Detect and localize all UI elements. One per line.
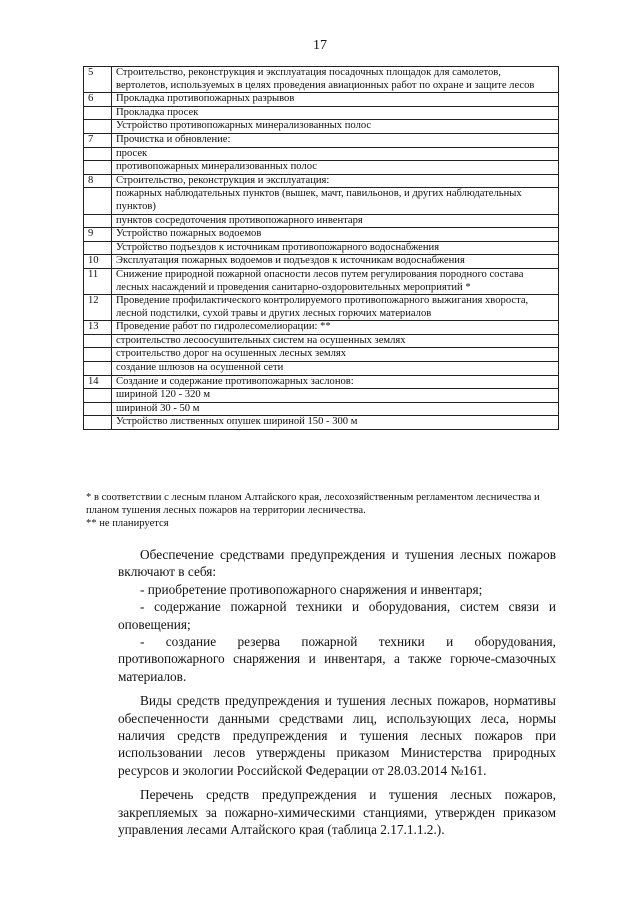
table-row bbox=[84, 133, 559, 147]
page-number: 17 bbox=[313, 38, 327, 53]
table-row bbox=[84, 375, 559, 389]
measure-cell: создание шлюзов на осушенной сети bbox=[112, 362, 559, 376]
table-row bbox=[84, 334, 559, 348]
list-item-create-reserve: - создание резерва пожарной техники и оборудования, противопожарного снаряжения и инвентаря, а также горюче-смазочных материалов. bbox=[118, 634, 556, 684]
row-number-cell bbox=[84, 402, 112, 416]
footnote-double-asterisk: ** не планируется bbox=[86, 518, 169, 529]
measure-cell: Устройство пожарных водоемов bbox=[112, 228, 559, 242]
body-text bbox=[118, 546, 556, 839]
row-number-cell bbox=[84, 161, 112, 175]
measure-cell: Создание и содержание противопожарных заслонов: bbox=[112, 375, 559, 389]
measure-cell: шириной 120 - 320 м bbox=[112, 389, 559, 403]
row-number-cell: 7 bbox=[84, 133, 112, 147]
table-row bbox=[84, 389, 559, 403]
row-number-cell bbox=[84, 334, 112, 348]
row-number-cell: 11 bbox=[84, 268, 112, 294]
table-row bbox=[84, 147, 559, 161]
row-number-cell bbox=[84, 214, 112, 228]
table-row bbox=[84, 362, 559, 376]
list-item-maintain-machinery: - содержание пожарной техники и оборудования, систем связи и оповещения; bbox=[118, 599, 556, 632]
row-number-cell: 14 bbox=[84, 375, 112, 389]
row-number-cell bbox=[84, 416, 112, 430]
table-row bbox=[84, 402, 559, 416]
table-row bbox=[84, 120, 559, 134]
row-number-cell: 5 bbox=[84, 67, 112, 93]
row-number-cell bbox=[84, 362, 112, 376]
measure-cell: противопожарных минерализованных полос bbox=[112, 161, 559, 175]
table-row bbox=[84, 161, 559, 175]
row-number-cell: 6 bbox=[84, 93, 112, 107]
measure-cell: Строительство, реконструкция и эксплуатация: bbox=[112, 174, 559, 188]
measure-cell: Устройство лиственных опушек шириной 150 - 300 м bbox=[112, 416, 559, 430]
measure-cell: строительство дорог на осушенных лесных землях bbox=[112, 348, 559, 362]
measure-cell: Устройство противопожарных минерализованных полос bbox=[112, 120, 559, 134]
measure-cell: Строительство, реконструкция и эксплуатация посадочных площадок для самолетов, вертолетов, используемых в целях проведения авиационных работ по охране и защите лесов bbox=[112, 67, 559, 93]
measure-cell: Снижение природной пожарной опасности лесов путем регулирования породного состава лесных насаждений и проведения санитарно-оздоровительных мероприятий * bbox=[112, 268, 559, 294]
measure-cell: пунктов сосредоточения противопожарного инвентаря bbox=[112, 214, 559, 228]
measure-cell: Прокладка противопожарных разрывов bbox=[112, 93, 559, 107]
table-row bbox=[84, 241, 559, 255]
table-row bbox=[84, 348, 559, 362]
table-row bbox=[84, 268, 559, 294]
table-row bbox=[84, 174, 559, 188]
row-number-cell: 12 bbox=[84, 295, 112, 321]
footnote-single-asterisk: * в соответствии с лесным планом Алтайского края, лесохозяйственным регламентом лесничества и планом тушения лесных пожаров на территории лесничества. bbox=[86, 492, 540, 516]
row-number-cell: 8 bbox=[84, 174, 112, 188]
row-number-cell bbox=[84, 147, 112, 161]
measure-cell: просек bbox=[112, 147, 559, 161]
table-row bbox=[84, 188, 559, 214]
table-row bbox=[84, 416, 559, 430]
table-row bbox=[84, 321, 559, 335]
row-number-cell: 10 bbox=[84, 255, 112, 269]
measure-cell: Эксплуатация пожарных водоемов и подъездов к источникам водоснабжения bbox=[112, 255, 559, 269]
table-row bbox=[84, 228, 559, 242]
row-number-cell bbox=[84, 120, 112, 134]
measure-cell: Проведение работ по гидролесомелиорации: ** bbox=[112, 321, 559, 335]
row-number-cell bbox=[84, 348, 112, 362]
paragraph-types-and-norms: Виды средств предупреждения и тушения лесных пожаров, нормативы обеспеченности данными средствами лиц, использующих леса, нормы наличия средств предупреждения и тушения лесных пожаров при использовании лесов утверждены приказом Министерства природных ресурсов и экологии Российской Федерации от 28.03.2014 №161. bbox=[118, 693, 556, 778]
table-row bbox=[84, 255, 559, 269]
measure-cell: строительство лесоосушительных систем на осушенных землях bbox=[112, 334, 559, 348]
paragraph-fire-equipment-intro: Обеспечение средствами предупреждения и тушения лесных пожаров включают в себя: bbox=[118, 547, 556, 580]
measure-cell: пожарных наблюдательных пунктов (вышек, мачт, павильонов, и других наблюдательных пунктов) bbox=[112, 188, 559, 214]
measure-cell: Устройство подъездов к источникам противопожарного водоснабжения bbox=[112, 241, 559, 255]
table-row bbox=[84, 67, 559, 93]
measure-cell: Прокладка просек bbox=[112, 106, 559, 120]
table-row bbox=[84, 214, 559, 228]
measure-cell: Проведение профилактического контролируемого противопожарного выжигания хвороста, лесной подстилки, сухой травы и других лесных горючих материалов bbox=[112, 295, 559, 321]
row-number-cell bbox=[84, 106, 112, 120]
row-number-cell: 13 bbox=[84, 321, 112, 335]
row-number-cell bbox=[84, 241, 112, 255]
measure-cell: Прочистка и обновление: bbox=[112, 133, 559, 147]
row-number-cell: 9 bbox=[84, 228, 112, 242]
table-row bbox=[84, 295, 559, 321]
table-row bbox=[84, 93, 559, 107]
row-number-cell bbox=[84, 389, 112, 403]
table-row bbox=[84, 106, 559, 120]
table-footnotes bbox=[86, 491, 566, 530]
measure-cell: шириной 30 - 50 м bbox=[112, 402, 559, 416]
paragraph-equipment-list: Перечень средств предупреждения и тушения лесных пожаров, закрепляемых за пожарно-химическими станциями, утвержден приказом управления лесами Алтайского края (таблица 2.17.1.1.2.). bbox=[118, 787, 556, 838]
fire-prevention-measures-table bbox=[83, 66, 559, 430]
list-item-acquire-equipment: - приобретение противопожарного снаряжения и инвентаря; bbox=[140, 581, 483, 597]
row-number-cell bbox=[84, 188, 112, 214]
